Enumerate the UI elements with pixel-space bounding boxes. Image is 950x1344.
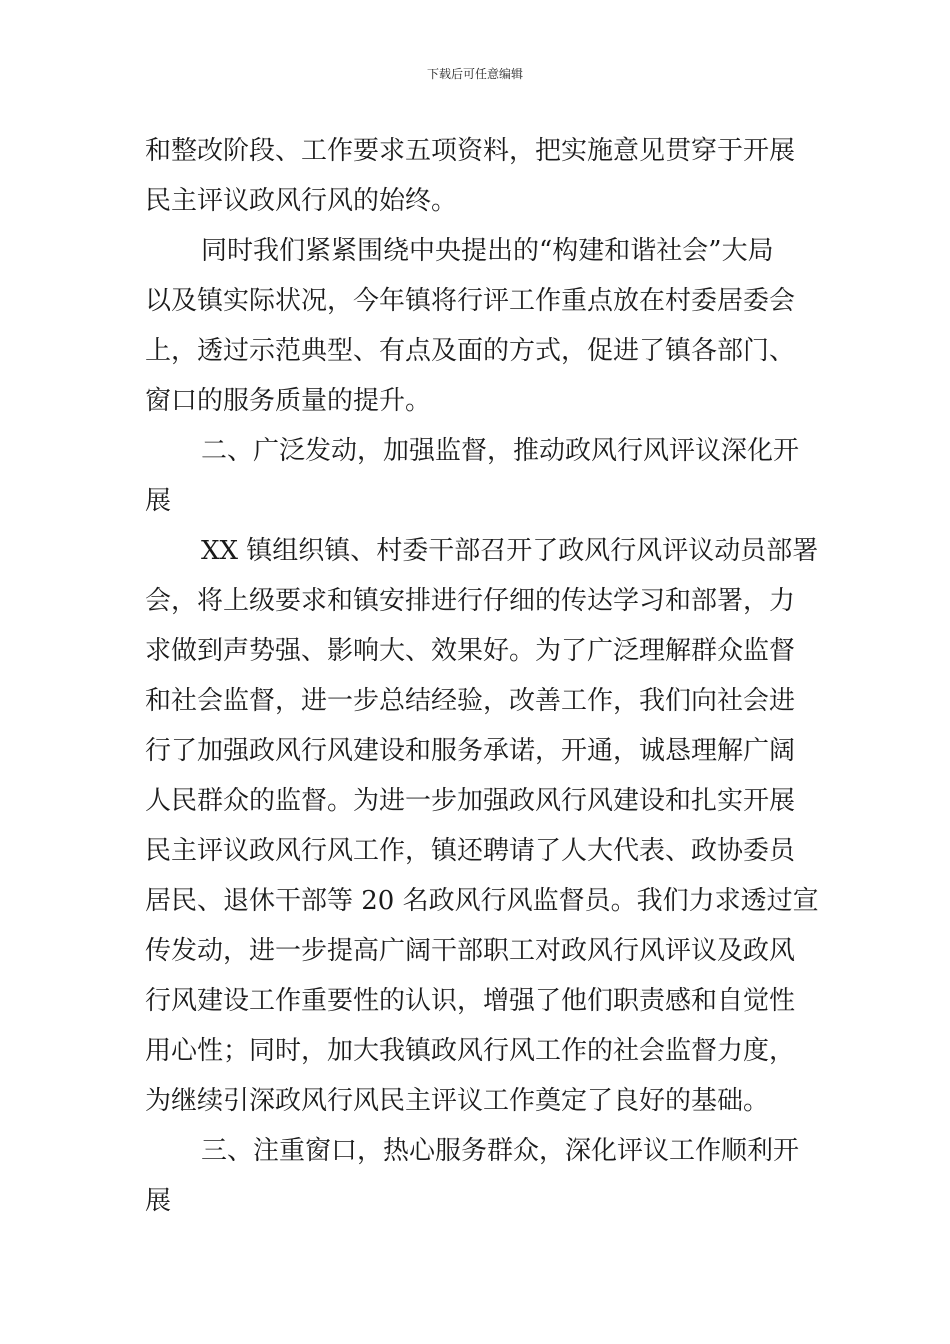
paragraph [145,126,813,226]
text-line: 居民、退休干部等 20 名政风行风监督员。我们力求透过宣 [145,886,819,916]
heading-line: 展 [145,1186,172,1216]
text-line: 会，将上级要求和镇安排进行仔细的传达学习和部署，力 [145,586,796,616]
heading-line: 二、广泛发动，加强监督，推动政风行风评议深化开 [201,436,800,466]
page-header: 下载后可任意编辑 [426,67,523,81]
text-line: 行了加强政风行风建设和服务承诺，开通，诚恳理解广阔 [145,736,796,766]
text-line: 以及镇实际状况，今年镇将行评工作重点放在村委居委会 [145,286,796,316]
text-line: 人民群众的监督。为进一步加强政风行风建设和扎实开展 [145,786,796,816]
text-line: 窗口的服务质量的提升。 [145,386,432,416]
text-line: XX 镇组织镇、村委干部召开了政风行风评议动员部署 [201,536,819,566]
text-line: 民主评议政风行风工作，镇还聘请了人大代表、政协委员 [145,836,796,866]
paragraph [145,526,819,1126]
section-heading [145,1126,813,1226]
text-line: 民主评议政风行风的始终。 [145,186,458,216]
text-line: 传发动，进一步提高广阔干部职工对政风行风评议及政风 [145,936,796,966]
paragraph [145,226,813,426]
section-heading [145,426,813,526]
text-line: 和社会监督，进一步总结经验，改善工作，我们向社会进 [145,686,796,716]
heading-line: 三、注重窗口，热心服务群众，深化评议工作顺利开 [201,1136,800,1166]
text-line: 上，透过示范典型、有点及面的方式，促进了镇各部门、 [145,336,796,366]
text-line: 求做到声势强、影响大、效果好。为了广泛理解群众监督 [145,636,796,666]
text-line: 行风建设工作重要性的认识，增强了他们职责感和自觉性 [145,986,796,1016]
text-line: 为继续引深政风行风民主评议工作奠定了良好的基础。 [145,1086,770,1116]
text-line: 和整改阶段、工作要求五项资料，把实施意见贯穿于开展 [145,136,796,166]
document-body [145,126,819,1226]
text-line: 用心性；同时，加大我镇政风行风工作的社会监督力度， [145,1036,796,1066]
text-line: 同时我们紧紧围绕中央提出的“构建和谐社会”大局 [201,236,774,266]
heading-line: 展 [145,486,172,516]
